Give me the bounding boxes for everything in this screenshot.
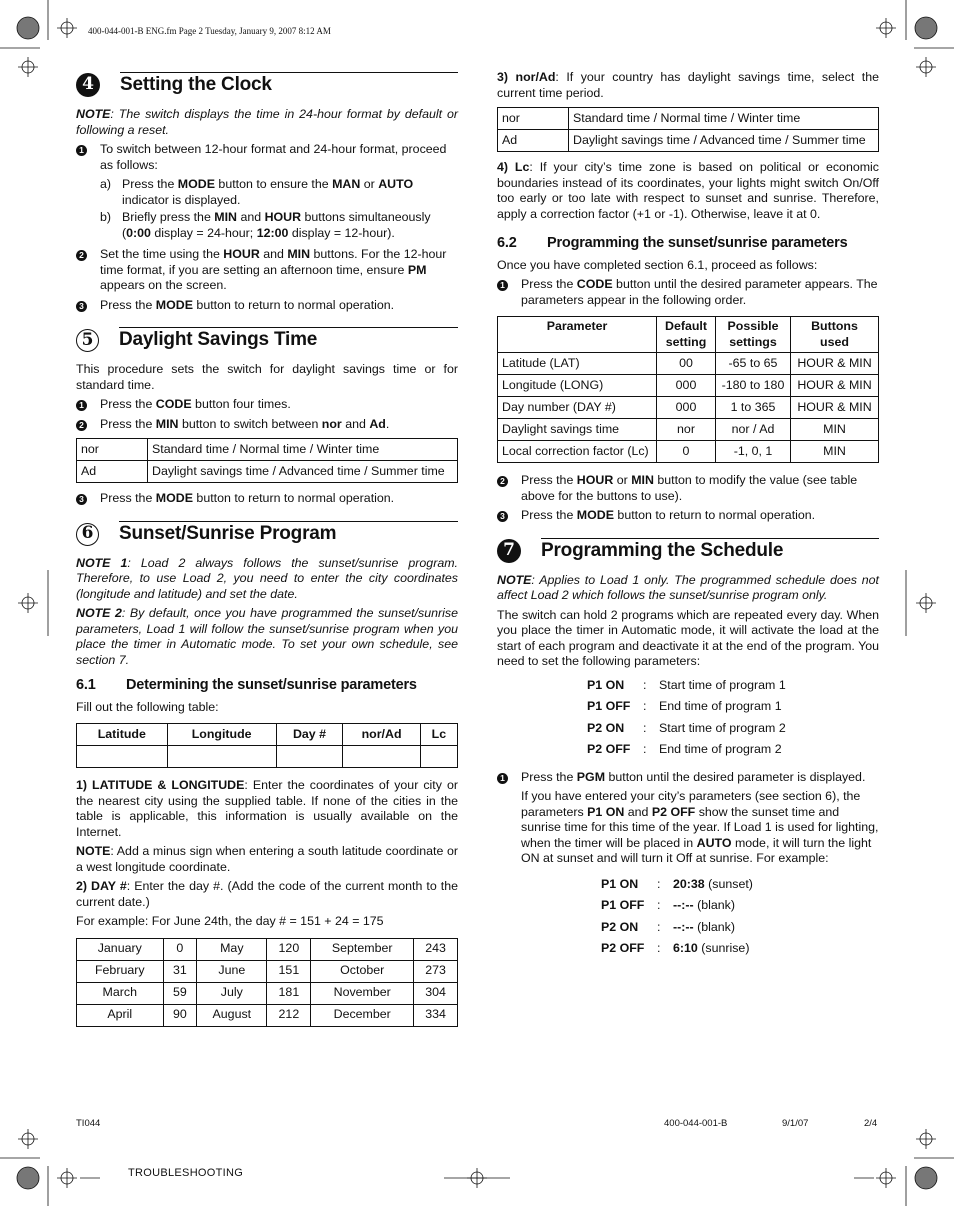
step-1: 1 To switch between 12-hour format and 24-hour format, proceed as follows: <box>76 142 458 173</box>
footer-date: 9/1/07 <box>782 1118 809 1129</box>
fill-table <box>76 723 458 768</box>
header-file-info: 400-044-001-B ENG.fm Page 2 Tuesday, January 9, 2007 8:12 AM <box>88 26 331 36</box>
list-item: P2 ON : --:-- (blank) <box>601 919 735 934</box>
table-row: nor Standard time / Normal time / Winter time <box>498 108 879 130</box>
section-6-heading <box>76 521 458 546</box>
list-item: P1 ON : 20:38 (sunset) <box>601 876 753 891</box>
fill-text: Fill out the following table: <box>76 699 219 714</box>
section-7-heading <box>497 538 879 563</box>
table-row: April 90 August 212 December 334 <box>77 1004 458 1026</box>
table-row: Daylight savings time nor nor / Ad MIN <box>498 419 879 441</box>
parameter-table <box>497 316 879 463</box>
step-3: 3 Press the MODE button to return to normal operation. <box>497 508 879 524</box>
intro: Once you have completed section 6.1, proceed as follows: <box>497 257 818 272</box>
section-title: Programming the Schedule <box>541 538 879 563</box>
table-row <box>77 746 458 768</box>
nor-ad-table-2 <box>497 107 879 152</box>
table-row: March 59 July 181 November 304 <box>77 982 458 1004</box>
intro: This procedure sets the switch for daylight savings time or for standard time. <box>76 362 458 392</box>
step-1-detail: If you have entered your city’s parameters (see section 6), the parameters P1 ON and P2 OFF show the sunset time and sunrise time for this time of the year. If Load 1 is used for lighting, when the timer will be placed in AUTO mode, it will turn the light ON at sunset and will turn it Off at sunrise. For example: <box>521 789 879 865</box>
intro: The switch can hold 2 programs which are repeated every day. When you place the timer in Automatic mode, it will activate the load at the start of each program and deactivate it at the end of the program. You need to set the following parameters: <box>497 607 879 668</box>
table-row: Local correction factor (Lc) 0 -1, 0, 1 MIN <box>498 441 879 463</box>
section-5-heading <box>76 327 458 352</box>
note: NOTE: The switch displays the time in 24-hour format by default or following a reset. <box>76 107 458 137</box>
table-row: February 31 June 151 October 273 <box>77 960 458 982</box>
example: For example: For June 24th, the day # = 151 + 24 = 175 <box>76 914 384 928</box>
table-row: Latitude (LAT) 00 -65 to 65 HOUR & MIN <box>498 353 879 375</box>
section-number: 7 <box>497 539 521 563</box>
list-item: P1 OFF : End time of program 1 <box>587 699 782 713</box>
table-row: January 0 May 120 September 243 <box>77 938 458 960</box>
nor-ad-table <box>76 438 458 483</box>
substeps: a) Press the MODE button to ensure the MAN or AUTO indicator is displayed. b) Briefly press the MIN and HOUR buttons simultaneously (0:00 display = 24-hour; 12:00 display = 12-hour). <box>100 177 431 240</box>
step-1: 1 Press the CODE button four times. <box>76 397 458 413</box>
section-number: 6 <box>76 523 99 546</box>
table-row: nor Standard time / Normal time / Winter time <box>77 439 458 461</box>
table-row: Longitude (LONG) 000 -180 to 180 HOUR & MIN <box>498 375 879 397</box>
section-title: Daylight Savings Time <box>119 327 458 352</box>
step-1: 1 Press the PGM button until the desired parameter is displayed. <box>497 770 879 786</box>
list-item: P1 OFF : --:-- (blank) <box>601 898 735 912</box>
item-2: 2) DAY #: Enter the day #. (Add the code of the current month to the current date.) <box>76 879 458 909</box>
step-2: 2 Set the time using the HOUR and MIN buttons. For the 12-hour time format, if you are setting an afternoon time, ensure PM appears on the screen. <box>76 247 458 294</box>
note: NOTE: Applies to Load 1 only. The programmed schedule does not affect Load 2 which follows the sunset/sunrise program only. <box>497 572 879 602</box>
footer-code: TI044 <box>76 1118 101 1129</box>
table-row: Ad Daylight savings time / Advanced time / Summer time <box>77 461 458 483</box>
section-title: Setting the Clock <box>120 72 458 97</box>
footer-page: 2/4 <box>864 1118 878 1129</box>
section-4-heading <box>76 72 458 97</box>
left-column <box>76 72 458 1027</box>
note-1: NOTE 1: Load 2 always follows the sunset/sunrise program. Therefore, to use Load 2, you need to enter the city coordinates (longitude and latitude) and set the date. <box>76 555 458 601</box>
footer-section: TROUBLESHOOTING <box>128 1167 244 1179</box>
footer-doc-number: 400-044-001-B <box>664 1118 728 1129</box>
step-1: 1 Press the CODE button until the desired parameter appears. The parameters appear in the following order. <box>497 277 879 308</box>
subsection-6-1: 6.1 Determining the sunset/sunrise parameters <box>76 677 417 693</box>
note-2: NOTE 2: By default, once you have programmed the sunset/sunrise parameters, Load 1 will follow the sunset/sunrise program when you place the timer in Automatic mode. To set your own schedule, see section 7. <box>76 606 458 667</box>
section-title: Sunset/Sunrise Program <box>119 521 458 546</box>
table-row: Ad Daylight savings time / Advanced time / Summer time <box>498 130 879 152</box>
month-codes-table <box>76 938 458 1027</box>
section-number: 4 <box>76 73 100 97</box>
section-number: 5 <box>76 329 99 352</box>
item-4: 4) Lc: If your city’s time zone is based on political or economic boundaries instead of its coordinates, your lights might switch On/Off too early or too late with respect to sunset and sunrise. Therefore, apply a correction factor (+1 or -1). Otherwise, leave it at 0. <box>497 160 880 221</box>
item-1: 1) LATITUDE & LONGITUDE: Enter the coordinates of your city or the nearest city using the supplied table. If none of the cities in the table is applicable, this information is usually available on the Internet. <box>76 778 458 839</box>
item-3: 3) nor/Ad: If your country has daylight savings time, select the current time period. <box>497 70 879 100</box>
note-3: NOTE: Add a minus sign when entering a south latitude coordinate or a west longitude coordinate. <box>76 844 458 874</box>
step-2: 2 Press the MIN button to switch between nor and Ad. <box>76 417 458 433</box>
step-2: 2 Press the HOUR or MIN button to modify the value (see table above for the buttons to use). <box>497 473 879 504</box>
program-list <box>587 678 879 758</box>
example-list <box>601 877 879 957</box>
list-item: P2 OFF : 6:10 (sunrise) <box>601 941 750 955</box>
table-header: Latitude Longitude Day # nor/Ad Lc <box>77 724 458 746</box>
subsection-6-2: 6.2 Programming the sunset/sunrise parameters <box>497 235 848 251</box>
step-3: 3 Press the MODE button to return to normal operation. <box>76 491 458 507</box>
list-item: P1 ON : Start time of program 1 <box>587 677 786 692</box>
list-item: P2 OFF : End time of program 2 <box>587 742 782 756</box>
right-column <box>497 70 879 963</box>
list-item: P2 ON : Start time of program 2 <box>587 720 786 735</box>
table-header: Parameter Default setting Possible settings Buttons used <box>498 317 879 353</box>
table-row: Day number (DAY #) 000 1 to 365 HOUR & MIN <box>498 397 879 419</box>
step-3: 3 Press the MODE button to return to normal operation. <box>76 298 458 314</box>
